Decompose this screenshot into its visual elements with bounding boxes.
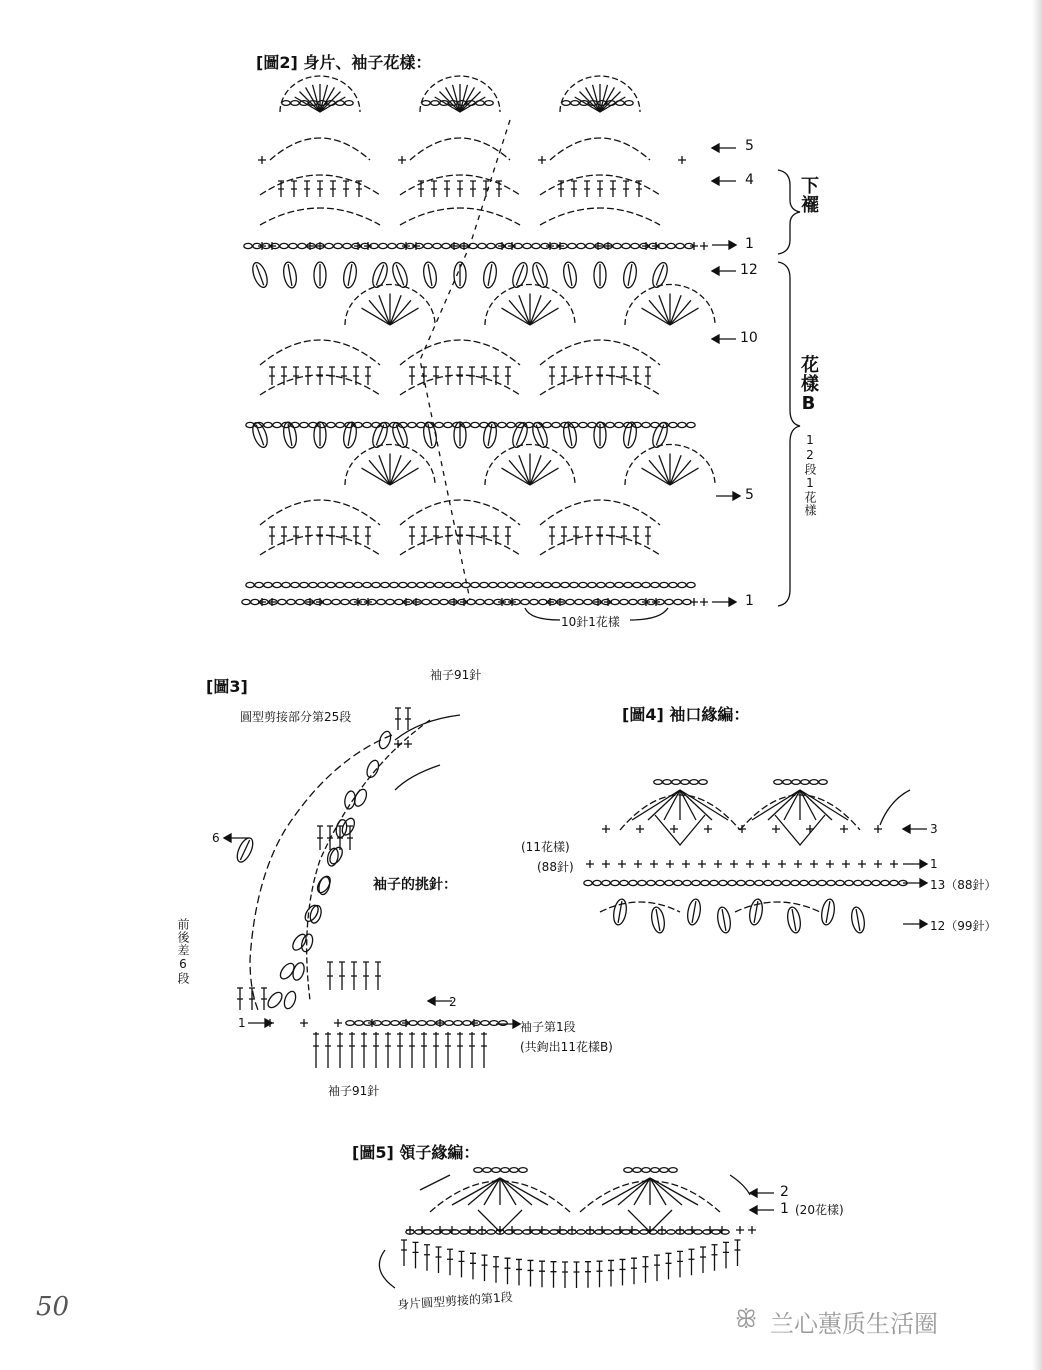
fig3-join-note: 圓型剪接部分第25段 [240,710,352,724]
fig4-row-3: 3 [930,822,938,836]
fig4-left-label-stitches: (88針) [537,860,574,874]
fig2-side-label-hem: 下襬 [798,176,819,214]
fig3-title: [圖3] [206,677,248,696]
fig2-brackets [525,170,800,620]
fig2-row-label-1-top: 1 [745,236,754,252]
fig3-row-2: 2 [449,995,457,1009]
fig3-bottom-note: 袖子91針 [328,1084,380,1098]
fig5-row-2: 2 [780,1184,789,1200]
fig2-side-label-pattern-b: 花樣B [798,355,819,415]
fig5-row-1: 1 [780,1201,789,1217]
fig5-chart [379,1168,756,1288]
fig5-title: [圖5] 領子緣編： [352,1143,480,1162]
fig2-repeat-note: 10針1花樣 [561,615,620,629]
fig4-chart [584,780,910,934]
fig5-bottom-note: 身片圓型剪接的第1段 [396,1289,514,1313]
fig2-title: [圖2] 身片、袖子花樣： [256,53,432,72]
fig4-row-1: 1 [930,857,938,871]
fig3-side-note: 前後差6段 [176,918,190,985]
fig2-row-label-12: 12 [740,262,758,278]
fig3-sleeve-row1-sub: (共鉤出11花樣B) [520,1040,613,1054]
fig2-chart [242,76,715,606]
fig2-row-label-4: 4 [745,172,754,188]
fig4-row-12: 12（99針） [930,919,997,933]
fig2-side-label-repeat: 12段1花樣 [803,433,817,517]
fig2-row-label-5-bottom: 5 [745,487,754,503]
fig5-repeat-count: (20花樣) [795,1203,844,1217]
page-number: 50 [36,1292,70,1322]
fig2-row-label-1-bottom: 1 [745,593,754,609]
fig3-chart [234,708,507,1068]
fig3-sleeve-row1: 袖子第1段 [520,1020,576,1034]
fig4-title: [圖4] 袖口緣編： [622,705,750,724]
fig3-center-note: 袖子的挑針： [373,877,457,893]
fig3-row-1: 1 [238,1016,246,1030]
fig4-left-label-repeats: (11花樣) [521,840,570,854]
fig3-row-6: 6 [212,831,220,845]
fig2-row-label-10: 10 [740,330,758,346]
watermark-text: 兰心蕙质生活圈 [770,1310,938,1338]
fig2-row-label-5-top: 5 [745,138,754,154]
watermark-logo-icon: ꕥ [735,1305,758,1333]
fig3-top-note: 袖子91針 [430,668,482,682]
fig4-row-13: 13（88針） [930,878,997,892]
